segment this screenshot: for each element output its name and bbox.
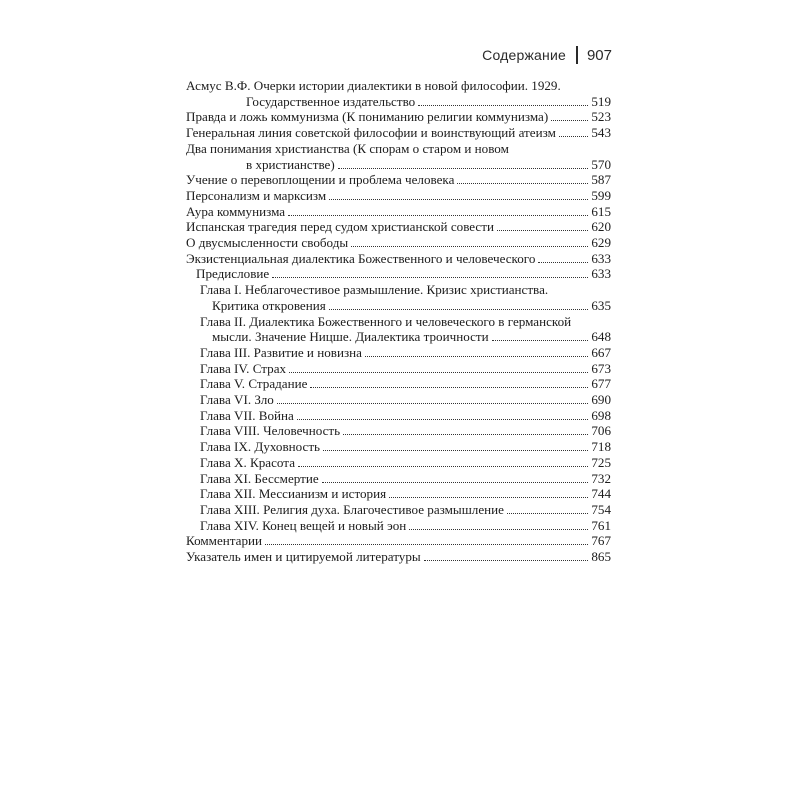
toc-page-number: 633	[591, 266, 611, 282]
table-of-contents	[186, 78, 611, 565]
toc-entry-title: Испанская трагедия перед судом христианской совести	[186, 219, 494, 235]
toc-page-number: 725	[591, 454, 611, 470]
toc-leader-dots	[424, 560, 589, 561]
toc-leader-dots	[559, 136, 589, 137]
toc-page-number: 690	[591, 392, 611, 408]
toc-entry-title: Глава VI. Зло	[200, 392, 274, 408]
toc-leader-dots	[322, 482, 589, 483]
toc-leader-dots	[351, 246, 588, 247]
toc-entry-title: Глава X. Красота	[200, 454, 295, 470]
toc-page-number: 599	[591, 187, 611, 203]
toc-entry-title: Указатель имен и цитируемой литературы	[186, 549, 421, 565]
toc-entry-title: Экзистенциальная диалектика Божественного и человеческого	[186, 250, 536, 266]
toc-entry	[186, 518, 611, 534]
toc-leader-dots	[277, 403, 589, 404]
toc-leader-dots	[265, 544, 588, 545]
toc-leader-dots	[343, 434, 588, 435]
toc-entry-title: Комментарии	[186, 533, 263, 549]
toc-entry	[186, 125, 611, 141]
toc-entry	[186, 282, 611, 313]
toc-entry-title-continuation: мысли. Значение Ницше. Диалектика троичности	[212, 329, 489, 345]
toc-page-number: 635	[591, 297, 611, 313]
toc-page-number: 761	[591, 517, 611, 533]
toc-entry-title: Учение о перевоплощении и проблема человека	[186, 172, 455, 188]
toc-leader-dots	[551, 120, 588, 121]
toc-leader-dots	[497, 230, 588, 231]
toc-page-number: 648	[591, 329, 611, 345]
toc-leader-dots	[323, 450, 588, 451]
toc-leader-dots	[298, 466, 588, 467]
toc-entry-title: Глава VIII. Человечность	[200, 423, 341, 439]
toc-entry	[186, 361, 611, 377]
toc-leader-dots	[297, 419, 589, 420]
toc-entry-title: Глава XI. Бессмертие	[200, 470, 319, 486]
toc-page-number: 706	[591, 423, 611, 439]
toc-entry	[186, 109, 611, 125]
toc-entry	[186, 251, 611, 267]
toc-page-number: 744	[591, 486, 611, 502]
toc-page-number: 615	[591, 203, 611, 219]
toc-entry-title: Глава XIII. Религия духа. Благочестивое размышление	[200, 501, 504, 517]
toc-page-number: 767	[591, 533, 611, 549]
toc-leader-dots	[365, 356, 588, 357]
toc-entry-title: Глава II. Диалектика Божественного и человеческого в германской	[200, 313, 572, 329]
toc-leader-dots	[409, 529, 588, 530]
toc-entry	[186, 423, 611, 439]
toc-entry-title: Глава XII. Мессианизм и история	[200, 486, 387, 502]
toc-entry	[186, 392, 611, 408]
toc-entry-title: Персонализм и марксизм	[186, 187, 327, 203]
toc-entry	[186, 549, 611, 565]
toc-page-number: 865	[591, 549, 611, 565]
toc-leader-dots	[418, 105, 588, 106]
toc-entry	[186, 471, 611, 487]
toc-leader-dots	[288, 215, 588, 216]
toc-leader-dots	[338, 168, 589, 169]
toc-entry	[186, 455, 611, 471]
toc-entry-title-continuation: Критика откровения	[212, 297, 326, 313]
toc-entry	[186, 533, 611, 549]
running-head	[482, 46, 612, 64]
toc-entry-title: Правда и ложь коммунизма (К пониманию религии коммунизма)	[186, 109, 549, 125]
toc-entry	[186, 502, 611, 518]
toc-entry	[186, 204, 611, 220]
toc-entry-title: Глава IV. Страх	[200, 360, 287, 376]
running-head-page-number: 907	[586, 46, 612, 64]
toc-entry-title: Генеральная линия советской философии и воинствующий атеизм	[186, 125, 556, 141]
toc-leader-dots	[389, 497, 588, 498]
toc-entry-title: Глава III. Развитие и новизна	[200, 344, 362, 360]
toc-entry	[186, 188, 611, 204]
toc-page-number: 754	[591, 501, 611, 517]
toc-entry-title: Глава VII. Война	[200, 407, 294, 423]
toc-entry-title: О двусмысленности свободы	[186, 235, 349, 251]
toc-entry	[186, 345, 611, 361]
toc-entry	[186, 266, 611, 282]
toc-leader-dots	[289, 372, 588, 373]
toc-entry-title: Два понимания христианства (К спорам о старом и новом	[186, 140, 509, 156]
toc-page-number: 587	[591, 172, 611, 188]
running-head-section-title: Содержание	[482, 47, 566, 63]
toc-leader-dots	[457, 183, 588, 184]
toc-page-number: 677	[591, 376, 611, 392]
toc-leader-dots	[329, 199, 588, 200]
toc-entry	[186, 78, 611, 109]
toc-page-number: 543	[591, 125, 611, 141]
toc-entry	[186, 376, 611, 392]
toc-entry	[186, 219, 611, 235]
toc-entry	[186, 486, 611, 502]
toc-page-number: 673	[591, 360, 611, 376]
toc-leader-dots	[507, 513, 588, 514]
running-head-divider	[576, 46, 578, 64]
toc-entry-title: Аура коммунизма	[186, 203, 286, 219]
toc-entry-title: Глава IX. Духовность	[200, 439, 321, 455]
toc-entry	[186, 439, 611, 455]
toc-page-number: 519	[591, 93, 611, 109]
toc-page-number: 732	[591, 470, 611, 486]
toc-entry-title: Глава I. Неблагочестивое размышление. Кризис христианства.	[200, 282, 549, 298]
toc-entry-title: Асмус В.Ф. Очерки истории диалектики в новой философии. 1929.	[186, 78, 561, 93]
toc-page-number: 633	[591, 250, 611, 266]
toc-page-number: 698	[591, 407, 611, 423]
toc-entry-title: Предисловие	[196, 266, 270, 282]
toc-page-number: 570	[591, 156, 611, 172]
toc-entry	[186, 235, 611, 251]
toc-entry-title-continuation: в христианстве)	[246, 156, 335, 172]
toc-leader-dots	[492, 340, 589, 341]
toc-page-number: 629	[591, 235, 611, 251]
toc-entry	[186, 408, 611, 424]
toc-page-number: 667	[591, 344, 611, 360]
toc-leader-dots	[329, 309, 589, 310]
toc-entry	[186, 172, 611, 188]
toc-page-number: 523	[591, 109, 611, 125]
toc-leader-dots	[538, 262, 588, 263]
toc-entry-title: Глава XIV. Конец вещей и новый эон	[200, 517, 407, 533]
toc-entry	[186, 141, 611, 172]
toc-page-number: 718	[591, 439, 611, 455]
toc-entry	[186, 314, 611, 345]
toc-leader-dots	[272, 277, 588, 278]
toc-leader-dots	[310, 387, 588, 388]
toc-entry-title: Глава V. Страдание	[200, 376, 308, 392]
toc-entry-title-continuation: Государственное издательство	[246, 93, 416, 109]
toc-page-number: 620	[591, 219, 611, 235]
